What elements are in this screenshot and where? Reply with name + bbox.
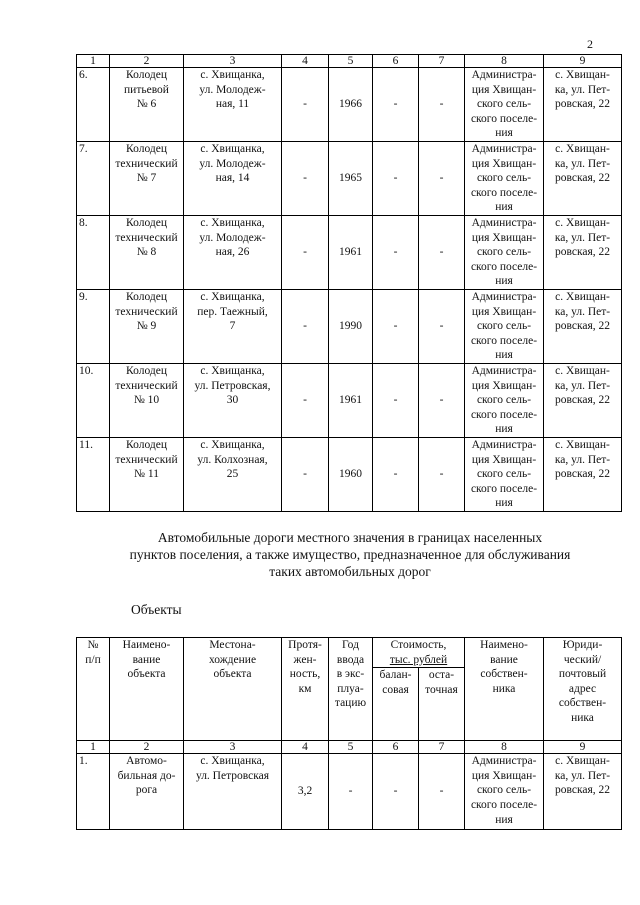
table-row: [77, 68, 622, 142]
cell-location: с. Хвищанка, пер. Таежный, 7: [184, 290, 282, 364]
cell-residual: -: [419, 364, 465, 438]
column-number: 5: [329, 741, 373, 754]
header-cost: Стоимость, тыс. рублей: [373, 638, 465, 668]
cell-owner: Администра- ция Хвищан- ского сель- ского поселе- ния: [465, 364, 544, 438]
cell-length: -: [282, 216, 329, 290]
cell-location: с. Хвищанка, ул. Петровская: [184, 754, 282, 830]
cell-name: Колодец технический № 8: [110, 216, 184, 290]
cell-owner: Администра- ция Хвищан- ского сель- ского поселе- ния: [465, 216, 544, 290]
cell-year: -: [329, 754, 373, 830]
cell-residual: -: [419, 438, 465, 512]
cell-residual: -: [419, 142, 465, 216]
cell-num: 11.: [77, 438, 110, 512]
cell-name: Автомо- бильная до- рога: [110, 754, 184, 830]
table-row: [77, 216, 622, 290]
subsection-title: Объекты: [131, 602, 182, 617]
cell-num: 9.: [77, 290, 110, 364]
cell-address: с. Хвищан- ка, ул. Пет- ровская, 22: [544, 364, 622, 438]
cell-residual: -: [419, 290, 465, 364]
roads-table: [76, 637, 622, 830]
table-row: [77, 754, 622, 830]
column-number: 3: [184, 55, 282, 68]
header-balance: балан- совая: [373, 668, 419, 741]
cell-residual: -: [419, 68, 465, 142]
cell-length: -: [282, 364, 329, 438]
cell-year: 1960: [329, 438, 373, 512]
cell-year: 1990: [329, 290, 373, 364]
cell-length: 3,2: [282, 754, 329, 830]
column-number: 4: [282, 741, 329, 754]
cell-name: Колодец технический № 10: [110, 364, 184, 438]
header-owner: Наимено- вание собствен- ника: [465, 638, 544, 741]
cell-num: 10.: [77, 364, 110, 438]
cell-year: 1961: [329, 364, 373, 438]
header-year: Год ввода в экс- плуа- тацию: [329, 638, 373, 741]
column-number: 1: [77, 55, 110, 68]
column-number: 3: [184, 741, 282, 754]
table-row: [77, 290, 622, 364]
column-number: 7: [419, 741, 465, 754]
cell-num: 7.: [77, 142, 110, 216]
cell-balance: -: [373, 754, 419, 830]
column-number: 7: [419, 55, 465, 68]
cell-owner: Администра- ция Хвищан- ского сель- ского поселе- ния: [465, 290, 544, 364]
cell-name: Колодец технический № 7: [110, 142, 184, 216]
cell-year: 1966: [329, 68, 373, 142]
column-number: 8: [465, 55, 544, 68]
header-name: Наимено- вание объекта: [110, 638, 184, 741]
table-row: [77, 142, 622, 216]
cell-balance: -: [373, 216, 419, 290]
cell-length: -: [282, 68, 329, 142]
cell-balance: -: [373, 364, 419, 438]
cell-balance: -: [373, 68, 419, 142]
header-location: Местона- хождение объекта: [184, 638, 282, 741]
cell-name: Колодец технический № 9: [110, 290, 184, 364]
column-number: 2: [110, 741, 184, 754]
cell-balance: -: [373, 142, 419, 216]
cell-location: с. Хвищанка, ул. Молодеж- ная, 11: [184, 68, 282, 142]
cell-year: 1965: [329, 142, 373, 216]
cell-address: с. Хвищан- ка, ул. Пет- ровская, 22: [544, 216, 622, 290]
column-number: 6: [373, 55, 419, 68]
cell-residual: -: [419, 754, 465, 830]
page-number: 2: [587, 37, 593, 51]
column-number: 9: [544, 55, 622, 68]
cell-name: Колодец питьевой № 6: [110, 68, 184, 142]
cell-owner: Администра- ция Хвищан- ского сель- ского поселе- ния: [465, 754, 544, 830]
cell-num: 1.: [77, 754, 110, 830]
cell-owner: Администра- ция Хвищан- ского сель- ского поселе- ния: [465, 142, 544, 216]
header-row: [77, 638, 622, 668]
cell-balance: -: [373, 290, 419, 364]
cell-residual: -: [419, 216, 465, 290]
column-number-row: [77, 741, 622, 754]
column-number: 9: [544, 741, 622, 754]
cell-address: с. Хвищан- ка, ул. Пет- ровская, 22: [544, 754, 622, 830]
cell-location: с. Хвищанка, ул. Молодеж- ная, 14: [184, 142, 282, 216]
column-number: 1: [77, 741, 110, 754]
column-number: 8: [465, 741, 544, 754]
column-number: 5: [329, 55, 373, 68]
cell-name: Колодец технический № 11: [110, 438, 184, 512]
table-row: [77, 438, 622, 512]
cell-balance: -: [373, 438, 419, 512]
cell-length: -: [282, 438, 329, 512]
cell-owner: Администра- ция Хвищан- ского сель- ского поселе- ния: [465, 438, 544, 512]
cell-length: -: [282, 142, 329, 216]
cell-location: с. Хвищанка, ул. Молодеж- ная, 26: [184, 216, 282, 290]
cell-num: 6.: [77, 68, 110, 142]
header-num: № п/п: [77, 638, 110, 741]
cell-length: -: [282, 290, 329, 364]
cell-num: 8.: [77, 216, 110, 290]
section-title: Автомобильные дороги местного значения в границах населенных пунктов поселения, а также имущество, предназначенное для обслуживания таких автомобильных дорог: [129, 530, 571, 579]
header-address: Юриди- ческий/ почтовый адрес собствен- ника: [544, 638, 622, 741]
cell-address: с. Хвищан- ка, ул. Пет- ровская, 22: [544, 68, 622, 142]
column-number: 6: [373, 741, 419, 754]
wells-table: [76, 54, 622, 512]
column-number-row: [77, 55, 622, 68]
header-length: Протя- жен- ность, км: [282, 638, 329, 741]
cell-location: с. Хвищанка, ул. Петровская, 30: [184, 364, 282, 438]
cell-owner: Администра- ция Хвищан- ского сель- ского поселе- ния: [465, 68, 544, 142]
table-row: [77, 364, 622, 438]
column-number: 4: [282, 55, 329, 68]
column-number: 2: [110, 55, 184, 68]
header-residual: оста- точная: [419, 668, 465, 741]
cell-address: с. Хвищан- ка, ул. Пет- ровская, 22: [544, 142, 622, 216]
cell-address: с. Хвищан- ка, ул. Пет- ровская, 22: [544, 438, 622, 512]
cell-year: 1961: [329, 216, 373, 290]
cell-location: с. Хвищанка, ул. Колхозная, 25: [184, 438, 282, 512]
cell-address: с. Хвищан- ка, ул. Пет- ровская, 22: [544, 290, 622, 364]
